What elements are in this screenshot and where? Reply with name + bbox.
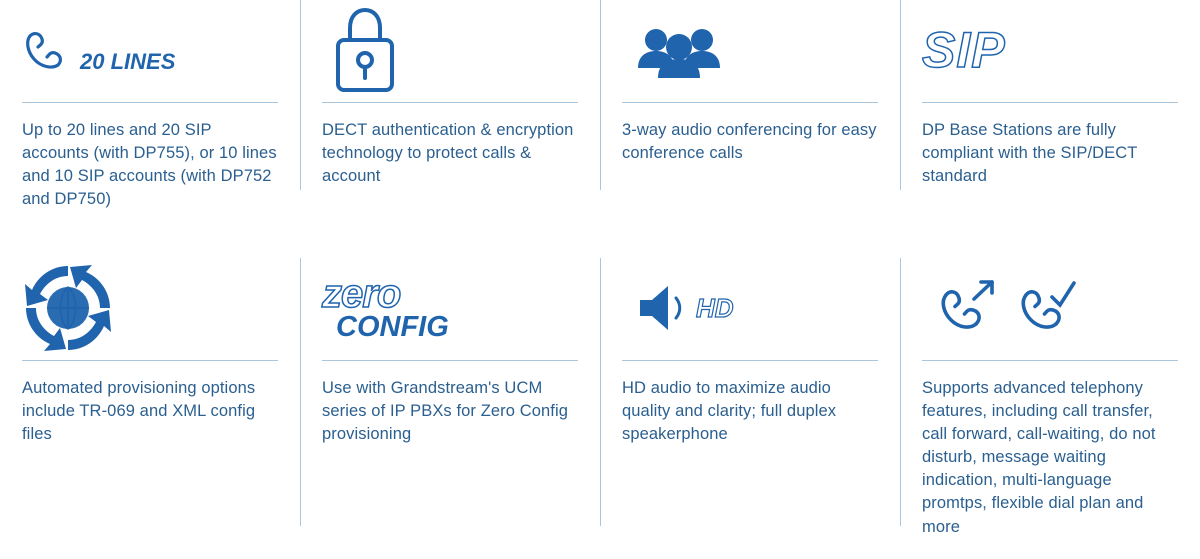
column-rule bbox=[300, 0, 301, 190]
feature-card-dect-encryption bbox=[300, 0, 600, 258]
globe-provisioning-icon bbox=[22, 262, 114, 354]
feature-description: HD audio to maximize audio quality and clarity; full duplex speakerphone bbox=[622, 379, 837, 444]
feature-description: DECT authentication & encryption technology to protect calls & account bbox=[322, 121, 574, 186]
speaker-icon bbox=[634, 282, 692, 334]
column-rule bbox=[900, 0, 901, 190]
icon-area bbox=[322, 0, 578, 100]
config-label: CONFIG bbox=[336, 310, 449, 343]
column-rule bbox=[300, 258, 301, 526]
twenty-lines-label: 20 LINES bbox=[80, 49, 176, 74]
feature-card-telephony-features bbox=[900, 258, 1200, 559]
sip-wordmark-icon: SIP bbox=[922, 22, 1006, 78]
zero-config-wordmark-icon bbox=[322, 271, 449, 343]
feature-card-20-lines bbox=[0, 0, 300, 258]
icon-area bbox=[322, 258, 578, 358]
feature-description: Automated provisioning options include TR-069 and XML config files bbox=[22, 379, 256, 444]
feature-card-provisioning bbox=[0, 258, 300, 559]
icon-area bbox=[22, 258, 278, 358]
feature-card-conferencing bbox=[600, 0, 900, 258]
feature-description: 3-way audio conferencing for easy conference calls bbox=[622, 121, 877, 163]
padlock-icon bbox=[322, 4, 400, 96]
icon-area bbox=[922, 0, 1178, 100]
feature-description: DP Base Stations are fully compliant with the SIP/DECT standard bbox=[922, 121, 1138, 186]
zero-label: zero bbox=[322, 271, 401, 316]
icon-area bbox=[922, 258, 1178, 358]
column-rule bbox=[600, 258, 601, 526]
icon-area bbox=[22, 0, 278, 100]
feature-description: Supports advanced telephony features, including call transfer, call forward, call-waiting, do not disturb, message waiting indication, multi-language promtps, flexible dial plan and more bbox=[922, 379, 1156, 536]
call-transfer-icon bbox=[936, 279, 998, 337]
feature-card-hd-audio bbox=[600, 258, 900, 559]
feature-card-zero-config bbox=[300, 258, 600, 559]
call-forward-icon bbox=[1016, 279, 1078, 337]
column-rule bbox=[900, 258, 901, 526]
icon-area bbox=[622, 0, 878, 100]
icon-area bbox=[622, 258, 878, 358]
feature-card-sip-standard bbox=[900, 0, 1200, 258]
feature-description: Use with Grandstream's UCM series of IP PBXs for Zero Config provisioning bbox=[322, 379, 569, 444]
hd-label: HD bbox=[696, 293, 734, 323]
feature-description: Up to 20 lines and 20 SIP accounts (with DP755), or 10 lines and 10 SIP accounts (with DP752 and DP750) bbox=[22, 121, 277, 209]
column-rule bbox=[600, 0, 601, 190]
three-people-conference-icon bbox=[622, 20, 722, 80]
phone-handset-icon bbox=[22, 27, 70, 73]
